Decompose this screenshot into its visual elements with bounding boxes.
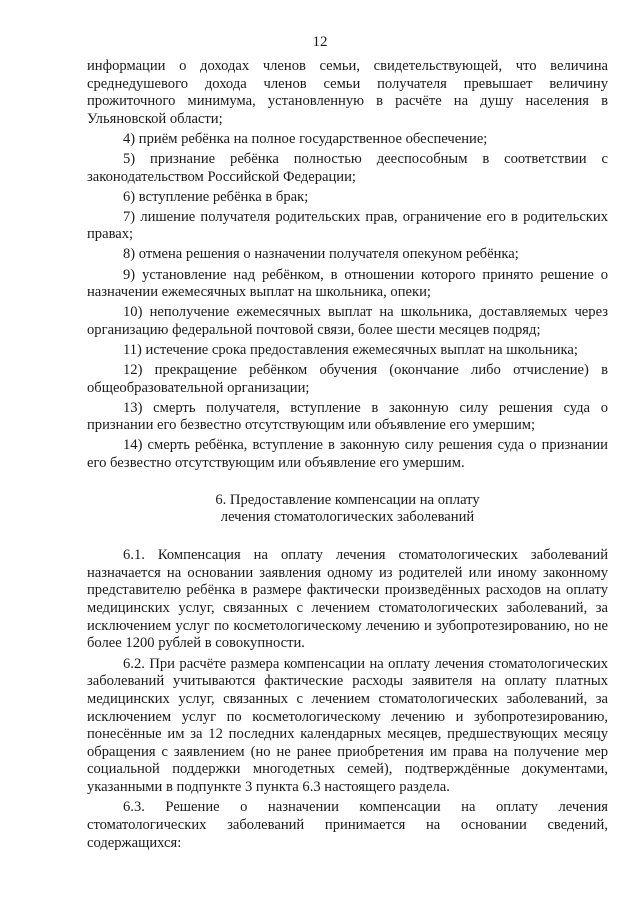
list-item-9: 9) установление над ребёнком, в отношении которого принято решение о назначении ежемесячных выплат на школьника, опеки; <box>87 266 608 301</box>
section-title-line-1: 6. Предоставление компенсации на оплату <box>215 491 480 508</box>
list-item-13: 13) смерть получателя, вступление в законную силу решения суда о признании его безвестно отсутствующим или объявление его умершим; <box>87 399 608 434</box>
list-item-10: 10) неполучение ежемесячных выплат на школьника, доставляемых через организацию федеральной почтовой связи, более шести месяцев подряд; <box>87 304 608 338</box>
list-item-5: 5) признание ребёнка полностью дееспособным в соответствии с законодательством Российской Федерации; <box>87 150 608 185</box>
list-item-7: 7) лишение получателя родительских прав, ограничение его в родительских правах; <box>87 208 608 243</box>
document-body <box>87 58 608 855</box>
list-item-8: 8) отмена решения о назначении получателя опекуном ребёнка; <box>123 246 519 263</box>
intro-paragraph: информации о доходах членов семьи, свидетельствующей, что величина среднедушевого дохода членов семьи получателя превышает величину прожиточного минимума, установленную в расчёте на душу населения в Ульяновской области; <box>87 58 608 127</box>
list-item-4: 4) приём ребёнка на полное государственное обеспечение; <box>123 130 488 147</box>
section-title-line-2: лечения стоматологических заболеваний <box>220 509 475 526</box>
list-item-12: 12) прекращение ребёнком обучения (окончание либо отчисление) в общеобразовательной организации; <box>87 362 608 396</box>
list-item-6: 6) вступление ребёнка в брак; <box>123 188 309 205</box>
list-item-14: 14) смерть ребёнка, вступление в законную силу решения суда о признании его безвестно отсутствующим или объявление его умершим. <box>87 437 608 471</box>
list-item-11: 11) истечение срока предоставления ежемесячных выплат на школьника; <box>123 341 578 358</box>
section-paragraph-6-3: 6.3. Решение о назначении компенсации на оплату лечения стоматологических заболеваний принимается на основании сведений, содержащихся: <box>87 799 608 851</box>
section-paragraph-6-2: 6.2. При расчёте размера компенсации на оплату лечения стоматологических заболеваний учитываются фактические расходы заявителя на оплату платных медицинских услуг, связанных с лечением стоматологических заболеваний, за исключением услуг по косметологическому лечению и зубопротезированию, понесённые им за 12 последних календарных месяцев, предшествующих месяцу обращения с заявлением (но не ранее приобретения им права на получение мер социальной поддержки многодетных семей), подтверждённые документами, указанными в подпункте 3 пункта 6.3 настоящего раздела. <box>87 655 608 795</box>
section-heading <box>87 492 608 528</box>
section-paragraph-6-1: 6.1. Компенсация на оплату лечения стоматологических заболеваний назначается на основании заявления одному из родителей или иному законному представителю ребёнка в размере фактически произведённых расходов на оплату медицинских услуг, связанных с лечением стоматологических заболеваний, за исключением услуг по косметологическому лечению и зубопротезированию, но не более 1200 рублей в совокупности. <box>87 547 608 652</box>
page-number: 12 <box>312 34 328 50</box>
